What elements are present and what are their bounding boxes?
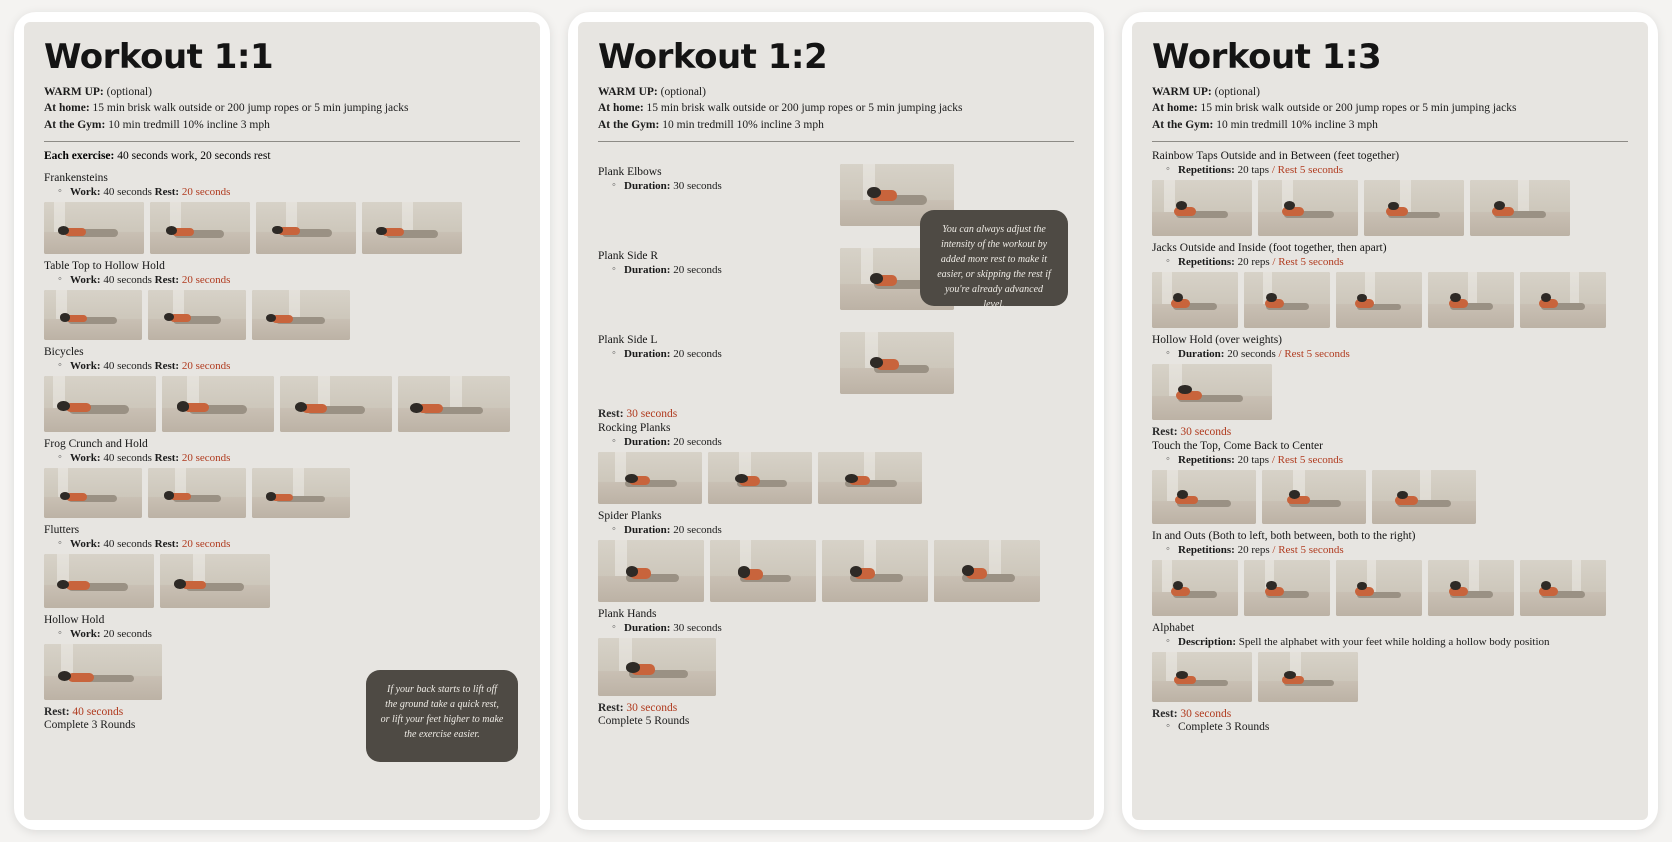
work-label: Work:: [70, 185, 101, 198]
warmup-at-home-3: [1152, 100, 1628, 117]
warmup-at-gym-1: [44, 117, 520, 134]
exercise-photo: [934, 540, 1040, 602]
rest-label: Rest:: [154, 451, 180, 464]
exercise-block: [1152, 150, 1628, 236]
exercise-photo: [1428, 272, 1514, 328]
exercise-name: Alphabet: [1152, 621, 1195, 634]
at-home-text: 15 min brisk walk outside or 200 jump ropes or 5 min jumping jacks: [646, 102, 963, 115]
exercise-name: In and Outs (Both to left, both between, both to the right): [1152, 529, 1416, 542]
at-home-text: 15 min brisk walk outside or 200 jump ropes or 5 min jumping jacks: [92, 102, 409, 115]
work-value: 40 seconds: [103, 451, 152, 464]
final-rest-label: Rest:: [44, 705, 70, 718]
exercise-photo: [252, 290, 350, 340]
exercise-name: Touch the Top, Come Back to Center: [1152, 439, 1323, 452]
exercise-photo: [148, 468, 246, 518]
reps-label: Repetitions:: [1178, 255, 1235, 268]
exercise-photo: [150, 202, 250, 254]
exercise-photo: [1428, 560, 1514, 616]
exercise-name: Rainbow Taps Outside and in Between (feet together): [1152, 149, 1400, 162]
exercise-photo: [598, 452, 702, 504]
duration-value: 20 seconds: [673, 435, 722, 448]
rest-value: 20 seconds: [181, 273, 231, 286]
photo-strip: [598, 638, 1074, 696]
warmup-at-gym-3: [1152, 117, 1628, 134]
exercise-name: Rocking Planks: [598, 421, 671, 434]
exercise-photo: [1336, 560, 1422, 616]
tip-note-1: If your back starts to lift off the ground take a quick rest, or lift your feet higher to make the exercise easier.: [366, 670, 518, 762]
exercise-photo: [822, 540, 928, 602]
duration-label: Duration:: [624, 435, 671, 448]
reps-value: 20 taps: [1237, 163, 1270, 176]
reps-label: Repetitions:: [1178, 543, 1235, 556]
final-rest-label: Rest:: [1152, 707, 1178, 720]
exercise-photo: [44, 202, 144, 254]
exercise-photo: [1244, 272, 1330, 328]
work-value: 40 seconds: [103, 273, 152, 286]
warmup-optional: (optional): [660, 85, 706, 98]
mid-rest-value: 30 seconds: [1180, 425, 1232, 438]
rest-label: Rest:: [154, 359, 180, 372]
exercise-photo: [708, 452, 812, 504]
duration-label: Duration:: [1178, 347, 1225, 360]
divider-3: [1152, 141, 1628, 142]
description-value: Spell the alphabet with your feet while holding a hollow body position: [1238, 635, 1550, 648]
photo-strip: [598, 540, 1074, 602]
work-value: 40 seconds: [103, 185, 152, 198]
reps-label: Repetitions:: [1178, 163, 1235, 176]
exercise-photo: [1152, 272, 1238, 328]
warmup-at-home-2: [598, 100, 1074, 117]
exercise-photo: [162, 376, 274, 432]
exercise-detail: [70, 360, 520, 372]
exercise-photo: [256, 202, 356, 254]
work-label: Work:: [70, 537, 101, 550]
exercise-block: [598, 608, 1074, 696]
exercise-photo: [598, 540, 704, 602]
warmup-label: WARM UP:: [598, 85, 658, 98]
rest-value: 20 seconds: [181, 359, 231, 372]
warmup-optional: (optional): [106, 85, 152, 98]
duration-label: Duration:: [624, 621, 671, 634]
exercise-name: Plank Side R: [598, 249, 659, 262]
rest-label: Rest:: [154, 273, 180, 286]
exercise-detail: [1178, 544, 1628, 556]
rest-value: 20 seconds: [181, 451, 231, 464]
exercise-photo: [44, 644, 162, 700]
rest-value: / Rest 5 seconds: [1271, 163, 1344, 176]
work-label: Work:: [70, 359, 101, 372]
exercise-photo: [1152, 180, 1252, 236]
rounds-line: Complete 3 Rounds: [44, 718, 136, 731]
exercise-photo: [398, 376, 510, 432]
exercise-detail: [70, 538, 520, 550]
exercise-detail: [1178, 164, 1628, 176]
photo-strip: [44, 376, 520, 432]
exercise-photo: [1520, 272, 1606, 328]
exercise-detail: [1178, 256, 1628, 268]
each-exercise-text: 40 seconds work, 20 seconds rest: [117, 149, 271, 162]
exercise-name: Plank Hands: [598, 607, 657, 620]
duration-label: Duration:: [624, 347, 671, 360]
at-gym-text: 10 min tredmill 10% incline 3 mph: [1216, 119, 1378, 132]
photo-strip: [44, 290, 520, 340]
exercise-name: Bicycles: [44, 345, 84, 358]
at-gym-text: 10 min tredmill 10% incline 3 mph: [662, 119, 824, 132]
warmup-label: WARM UP:: [44, 85, 104, 98]
exercise-name: Flutters: [44, 523, 80, 536]
exercise-detail: [1178, 454, 1628, 466]
exercise-block: [44, 524, 520, 608]
rest-value: / Rest 5 seconds: [1278, 347, 1350, 360]
exercise-photo: [840, 332, 954, 394]
exercise-photo: [710, 540, 816, 602]
mid-rest-value: 30 seconds: [626, 407, 678, 420]
rest-value: / Rest 5 seconds: [1272, 543, 1344, 556]
warmup-heading-3: [1152, 84, 1628, 101]
work-value: 40 seconds: [103, 359, 152, 372]
exercise-detail: [70, 628, 520, 640]
exercise-block: [598, 510, 1074, 602]
work-value: 40 seconds: [103, 537, 152, 550]
at-gym-label: At the Gym:: [1152, 119, 1214, 132]
page-title-2: Workout 1:2: [598, 37, 828, 77]
final-rest-label: Rest:: [598, 701, 624, 714]
final-rest-value: 40 seconds: [72, 705, 124, 718]
duration-value: 20 seconds: [1227, 347, 1276, 360]
warmup-optional: (optional): [1214, 85, 1260, 98]
exercise-detail: [624, 348, 828, 360]
exercise-block: [1152, 622, 1628, 702]
exercise-photo: [44, 554, 154, 608]
exercise-photo: [44, 468, 142, 518]
page-title-3: Workout 1:3: [1152, 37, 1382, 77]
photo-strip: [1152, 180, 1628, 236]
exercise-photo: [1336, 272, 1422, 328]
description-label: Description:: [1178, 635, 1237, 648]
exercise-photo: [148, 290, 246, 340]
exercise-block: [1152, 440, 1628, 524]
duration-label: Duration:: [624, 263, 671, 276]
exercise-detail: [624, 524, 1074, 536]
exercise-name: Table Top to Hollow Hold: [44, 259, 165, 272]
photo-strip: [1152, 652, 1628, 702]
exercise-name: Spider Planks: [598, 509, 662, 522]
workout-card-2: [568, 12, 1104, 830]
reps-value: 20 reps: [1237, 543, 1270, 556]
duration-label: Duration:: [624, 523, 671, 536]
exercise-block: [44, 346, 520, 432]
warmup-block-3: [1152, 84, 1628, 134]
final-rest-value: 30 seconds: [1180, 707, 1232, 720]
final-rest-line: [598, 702, 1074, 714]
exercise-name: Hollow Hold (over weights): [1152, 333, 1282, 346]
reps-value: 20 taps: [1237, 453, 1270, 466]
exercise-photo: [160, 554, 270, 608]
mid-rest-label: Rest:: [598, 407, 624, 420]
warmup-at-gym-2: [598, 117, 1074, 134]
exercise-photo: [280, 376, 392, 432]
exercise-detail: [1178, 348, 1628, 360]
exercise-detail: [624, 436, 1074, 448]
mid-rest-line: [1152, 426, 1628, 438]
work-value: 20 seconds: [103, 627, 152, 640]
exercise-name: Plank Side L: [598, 333, 658, 346]
exercise-name: Jacks Outside and Inside (foot together, then apart): [1152, 241, 1387, 254]
photo-strip: [1152, 272, 1628, 328]
exercise-photo: [1152, 470, 1256, 524]
exercise-photo: [1244, 560, 1330, 616]
exercise-block: [1152, 530, 1628, 616]
each-exercise-label: Each exercise:: [44, 149, 115, 162]
work-label: Work:: [70, 451, 101, 464]
photo-strip: [44, 468, 520, 518]
photo-strip: [1152, 560, 1628, 616]
exercise-block: [44, 260, 520, 340]
exercise-photo: [1520, 560, 1606, 616]
duration-value: 30 seconds: [673, 179, 722, 192]
rounds-line: ◦ Complete 3 Rounds: [1178, 721, 1628, 733]
exercise-name: Plank Elbows: [598, 165, 662, 178]
exercise-detail: [70, 452, 520, 464]
workout-card-3: [1122, 12, 1658, 830]
warmup-heading-1: [44, 84, 520, 101]
exercise-block: [44, 172, 520, 254]
exercise-block: [598, 332, 1074, 394]
final-rest-value: 30 seconds: [626, 701, 678, 714]
photo-strip: [44, 554, 520, 608]
mid-rest-line: [598, 408, 1074, 420]
photo-strip: [1152, 470, 1628, 524]
exercise-detail: [70, 186, 520, 198]
exercise-photo: [1258, 652, 1358, 702]
exercise-block: [44, 438, 520, 518]
warmup-heading-2: [598, 84, 1074, 101]
exercise-block: [598, 422, 1074, 504]
warmup-at-home-1: [44, 100, 520, 117]
at-home-label: At home:: [1152, 102, 1198, 115]
workout-sheet-1: [24, 22, 540, 820]
exercise-photo: [1152, 652, 1252, 702]
exercise-photo: [1372, 470, 1476, 524]
photo-strip: [1152, 364, 1628, 420]
workout-sheet-3: [1132, 22, 1648, 820]
reps-value: 20 reps: [1237, 255, 1270, 268]
workout-sheet-2: [578, 22, 1094, 820]
duration-value: 20 seconds: [673, 347, 722, 360]
exercise-name: Hollow Hold: [44, 613, 105, 626]
exercise-photo: [818, 452, 922, 504]
final-rest-line: [1152, 708, 1628, 720]
rest-value: / Rest 5 seconds: [1271, 453, 1344, 466]
rest-value: 20 seconds: [181, 537, 231, 550]
exercise-name: Frog Crunch and Hold: [44, 437, 148, 450]
exercise-photo: [1364, 180, 1464, 236]
at-gym-label: At the Gym:: [44, 119, 106, 132]
exercise-photo: [44, 376, 156, 432]
mid-rest-label: Rest:: [1152, 425, 1178, 438]
workout-card-1: [14, 12, 550, 830]
rest-value: / Rest 5 seconds: [1272, 255, 1344, 268]
at-home-label: At home:: [598, 102, 644, 115]
exercise-detail: [1178, 636, 1628, 648]
exercise-name: Frankensteins: [44, 171, 108, 184]
photo-strip: [598, 452, 1074, 504]
rest-label: Rest:: [154, 537, 180, 550]
warmup-label: WARM UP:: [1152, 85, 1212, 98]
photo-strip: [44, 202, 520, 254]
duration-value: 20 seconds: [673, 523, 722, 536]
at-gym-text: 10 min tredmill 10% incline 3 mph: [108, 119, 270, 132]
exercise-photo: [44, 290, 142, 340]
duration-label: Duration:: [624, 179, 671, 192]
exercise-photo: [1152, 364, 1272, 420]
at-home-label: At home:: [44, 102, 90, 115]
duration-value: 20 seconds: [673, 263, 722, 276]
exercise-detail: [624, 180, 828, 192]
exercise-photo: [598, 638, 716, 696]
exercise-photo: [1470, 180, 1570, 236]
rest-value: 20 seconds: [181, 185, 231, 198]
divider-2: [598, 141, 1074, 142]
duration-value: 30 seconds: [673, 621, 722, 634]
exercise-photo: [1152, 560, 1238, 616]
exercise-photo: [1258, 180, 1358, 236]
exercise-photo: [252, 468, 350, 518]
warmup-block-2: [598, 84, 1074, 134]
reps-label: Repetitions:: [1178, 453, 1235, 466]
warmup-block-1: [44, 84, 520, 134]
each-exercise-line: [44, 150, 520, 162]
exercise-photo: [362, 202, 462, 254]
rest-label: Rest:: [154, 185, 180, 198]
at-home-text: 15 min brisk walk outside or 200 jump ropes or 5 min jumping jacks: [1200, 102, 1517, 115]
exercise-detail: [70, 274, 520, 286]
work-label: Work:: [70, 627, 101, 640]
work-label: Work:: [70, 273, 101, 286]
exercise-block: [1152, 334, 1628, 420]
exercise-detail: [624, 622, 1074, 634]
at-gym-label: At the Gym:: [598, 119, 660, 132]
exercise-block: [1152, 242, 1628, 328]
tip-note-2: You can always adjust the intensity of the workout by added more rest to make it easier, or skipping the rest if you're already advanced level.: [920, 210, 1068, 306]
rounds-line: Complete 5 Rounds: [598, 714, 690, 727]
divider-1: [44, 141, 520, 142]
page-title-1: Workout 1:1: [44, 37, 274, 77]
exercise-photo: [1262, 470, 1366, 524]
exercise-detail: [624, 264, 828, 276]
